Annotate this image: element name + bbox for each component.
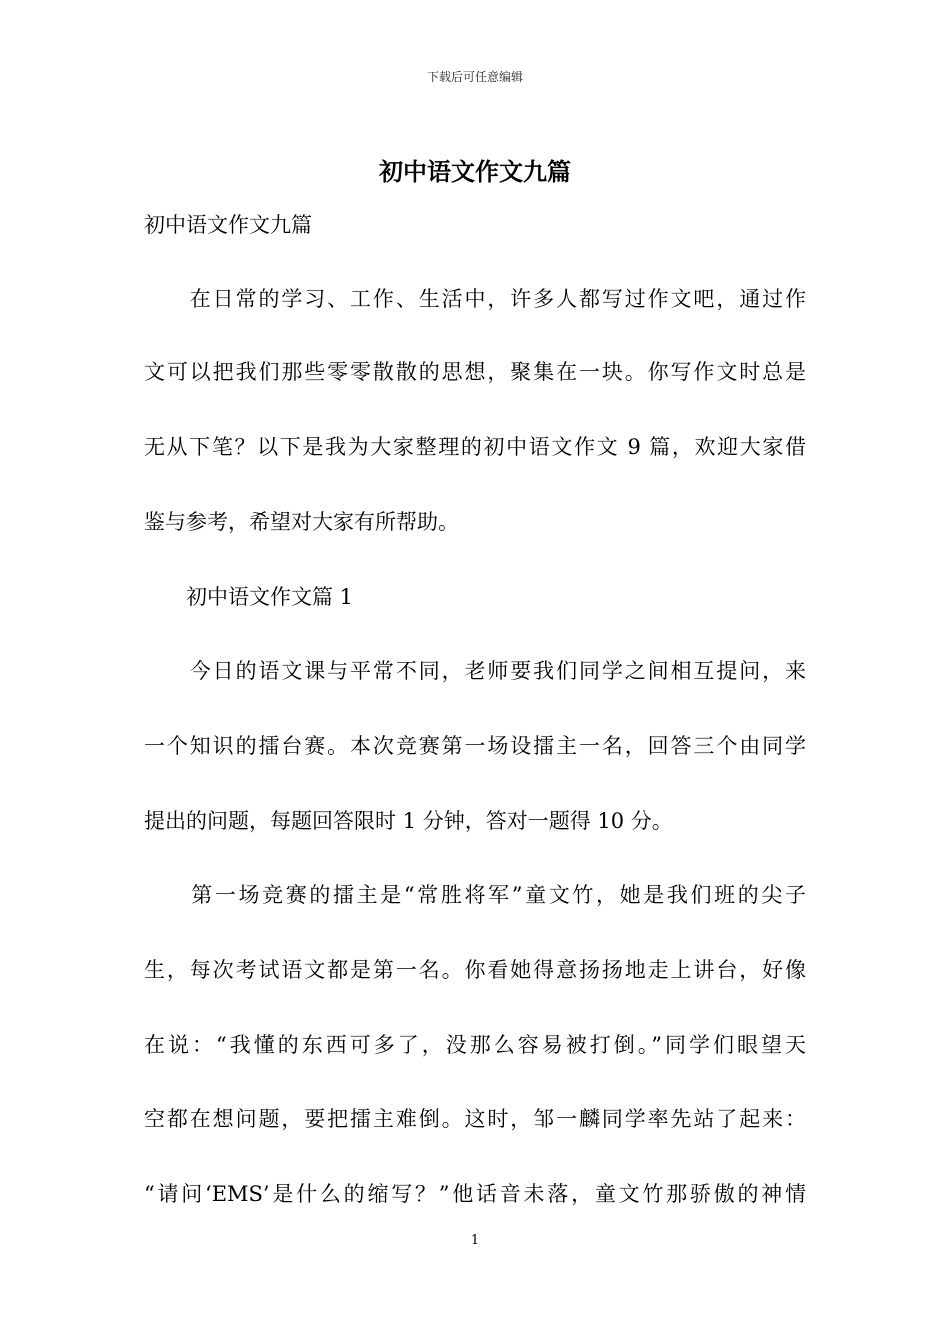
body-line-8: 第一场竞赛的擂主是“常胜将军”童文竹，她是我们班的尖子 bbox=[144, 883, 806, 907]
body-line-6: 一个知识的擂台赛。本次竞赛第一场设擂主一名，回答三个由同学 bbox=[144, 734, 806, 758]
subtitle-line: 初中语文作文九篇 bbox=[144, 213, 312, 237]
body-line-10: 在说：“我懂的东西可多了，没那么容易被打倒。”同学们眼望天 bbox=[144, 1033, 806, 1057]
body-line-1: 在日常的学习、工作、生活中，许多人都写过作文吧，通过作 bbox=[144, 287, 806, 311]
section-heading-1: 初中语文作文篇 1 bbox=[144, 585, 354, 609]
body-line-7: 提出的问题，每题回答限时 1 分钟，答对一题得 10 分。 bbox=[144, 809, 673, 833]
body-line-5: 今日的语文课与平常不同，老师要我们同学之间相互提问，来 bbox=[144, 659, 806, 683]
body-line-4: 鉴与参考，希望对大家有所帮助。 bbox=[144, 510, 459, 534]
body-line-3: 无从下笔？以下是我为大家整理的初中语文作文 9 篇，欢迎大家借 bbox=[144, 435, 806, 459]
body-line-11: 空都在想问题，要把擂主难倒。这时，邹一麟同学率先站了起来： bbox=[144, 1107, 806, 1131]
body-line-9: 生，每次考试语文都是第一名。你看她得意扬扬地走上讲台，好像 bbox=[144, 958, 806, 982]
body-line-12: “请问‘EMS’是什么的缩写？”他话音未落，童文竹那骄傲的神情 bbox=[144, 1182, 806, 1206]
body-line-2: 文可以把我们那些零零散散的思想，聚集在一块。你写作文时总是 bbox=[144, 360, 806, 384]
document-title: 初中语文作文九篇 bbox=[379, 157, 571, 186]
page-header: 下载后可任意编辑 bbox=[426, 70, 523, 84]
page-number: 1 bbox=[470, 1233, 480, 1248]
